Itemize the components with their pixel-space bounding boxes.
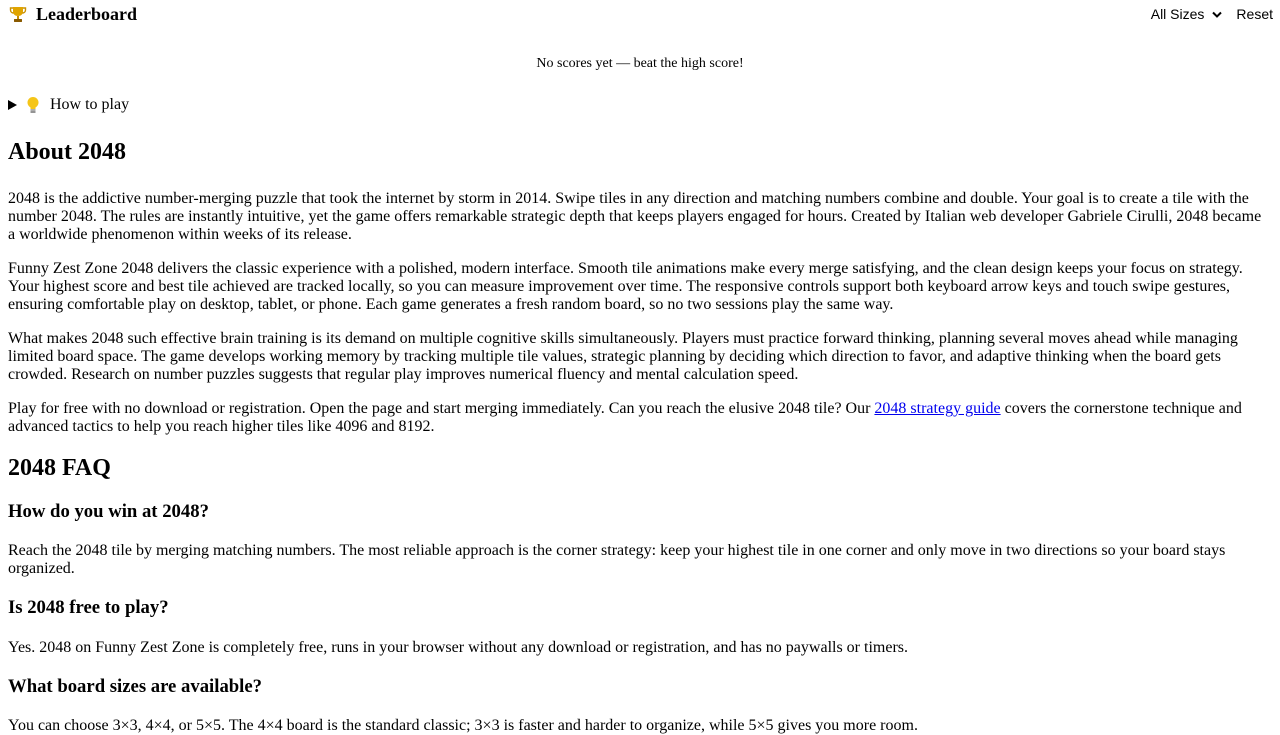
faq-answer-3: You can choose 3×3, 4×4, or 5×5. The 4×4 board is the standard classic; 3×3 is faster and harder to organize, while 5×5 gives you more room. [8, 717, 918, 735]
size-filter-value: All Sizes [1150, 6, 1205, 22]
about-p4-text-before: Play for free with no download or registration. Open the page and start merging immediately. Can you reach the elusive 2048 tile? Our [8, 400, 875, 418]
trophy-icon [8, 4, 28, 24]
lightbulb-icon [26, 96, 42, 114]
leaderboard-header [8, 0, 1272, 28]
leaderboard-title: Leaderboard [36, 3, 137, 24]
about-p4-text-after: covers the cornerstone technique and advanced tactics to help you reach higher tiles like 4096 and 8192. [8, 400, 1242, 436]
about-paragraph-1: 2048 is the addictive number-merging puzzle that took the internet by storm in 2014. Swipe tiles in any direction and matching numbers combine and double. Your goal is to create a tile with the number 2048. The rules are instantly intuitive, yet the game offers remarkable strategic depth that keeps players engaged for hours. Created by Italian web developer Gabriele Cirulli, 2048 became a worldwide phenomenon within weeks of its release. [8, 190, 1262, 244]
strategy-guide-link[interactable]: 2048 strategy guide [874, 400, 1001, 418]
about-paragraph-3: What makes 2048 such effective brain training is its demand on multiple cognitive skills simultaneously. Players must practice forward thinking, planning several moves ahead while managing limited board space. The game develops working memory by tracking multiple tile values, strategic planning by deciding which direction to favor, and adaptive thinking when the board gets crowded. Research on number puzzles suggests that regular play improves numerical fluency and mental calculation speed. [8, 330, 1238, 384]
reset-button[interactable]: Reset [1236, 6, 1273, 22]
about-paragraph-2: Funny Zest Zone 2048 delivers the classic experience with a polished, modern interface. Smooth tile animations make every merge satisfying, and the clean design keeps your focus on strategy. Your highest score and best tile achieved are tracked locally, so you can measure improvement over time. The responsive controls support both keyboard arrow keys and touch swipe gestures, ensuring comfortable play on desktop, tablet, or phone. Each game generates a fresh random board, so no two sessions play the same way. [8, 260, 1243, 314]
leaderboard-title-group [8, 4, 137, 25]
disclosure-triangle-icon [8, 100, 17, 110]
about-heading: About 2048 [8, 139, 127, 165]
about-paragraph-4 [8, 400, 1272, 436]
chevron-down-icon [1212, 6, 1222, 22]
faq-answer-1: Reach the 2048 tile by merging matching numbers. The most reliable approach is the corner strategy: keep your highest tile in one corner and only move in two directions so your board stays organized. [8, 542, 1226, 578]
faq-question-2: Is 2048 free to play? [8, 597, 169, 619]
faq-question-1: How do you win at 2048? [8, 500, 209, 522]
faq-answer-2: Yes. 2048 on Funny Zest Zone is completely free, runs in your browser without any download or registration, and has no paywalls or timers. [8, 638, 908, 656]
how-to-play-label: How to play [50, 96, 130, 113]
faq-heading: 2048 FAQ [8, 455, 111, 482]
leaderboard-controls [1151, 6, 1272, 22]
faq-question-3: What board sizes are available? [8, 675, 263, 697]
size-filter-select[interactable] [1151, 6, 1223, 22]
how-to-play-toggle[interactable] [8, 96, 1272, 114]
empty-scores-message: No scores yet — beat the high score! [536, 56, 744, 71]
